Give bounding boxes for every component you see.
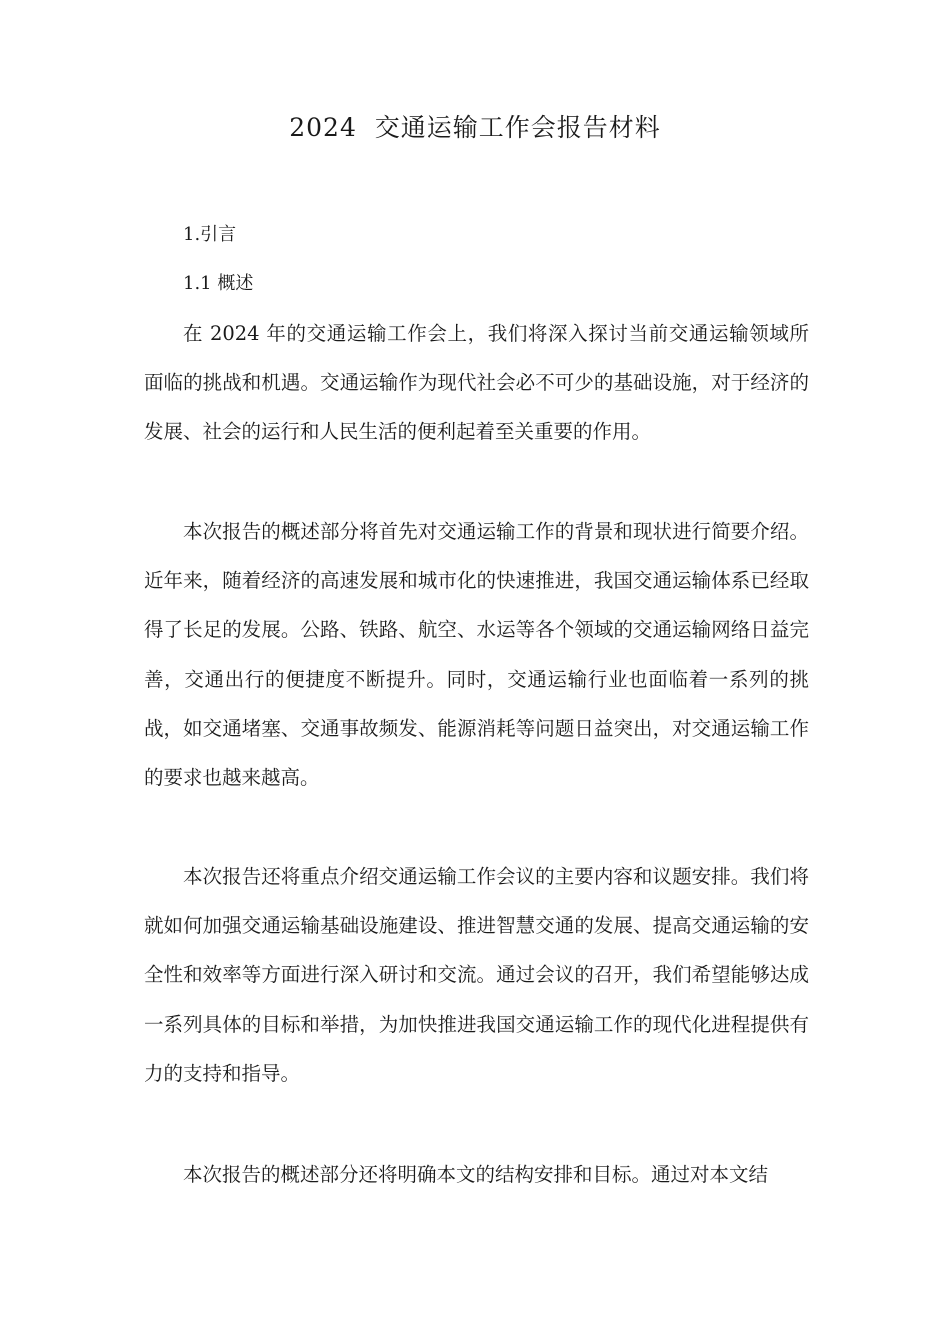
paragraph-4: 本次报告的概述部分还将明确本文的结构安排和目标。通过对本文结 bbox=[183, 1163, 769, 1186]
paragraph-2: 本次报告的概述部分将首先对交通运输工作的背景和现状进行简要介绍。近年来，随着经济的高速发展和城市化的快速推进，我国交通运输体系已经取得了长足的发展。公路、铁路、航空、水运等各个领域的交通运输网络日益完善，交通出行的便捷度不断提升。同时，交通运输行业也面临着一系列的挑战，如交通堵塞、交通事故频发、能源消耗等问题日益突出，对交通运输工作的要求也越来越高。 bbox=[144, 520, 809, 790]
paragraph-1: 在 2024 年的交通运输工作会上，我们将深入探讨当前交通运输领域所面临的挑战和机遇。交通运输作为现代社会必不可少的基础设施，对于经济的发展、社会的运行和人民生活的便利起着至关重要的作用。 bbox=[144, 322, 809, 444]
subsection-heading: 1.1 概述 bbox=[183, 273, 254, 294]
document-title: 2024 交通运输工作会报告材料 bbox=[289, 113, 661, 142]
paragraph-3: 本次报告还将重点介绍交通运输工作会议的主要内容和议题安排。我们将就如何加强交通运输基础设施建设、推进智慧交通的发展、提高交通运输的安全性和效率等方面进行深入研讨和交流。通过会议的召开，我们希望能够达成一系列具体的目标和举措，为加快推进我国交通运输工作的现代化进程提供有力的支持和指导。 bbox=[144, 865, 809, 1085]
section-heading: 1.引言 bbox=[183, 224, 237, 245]
